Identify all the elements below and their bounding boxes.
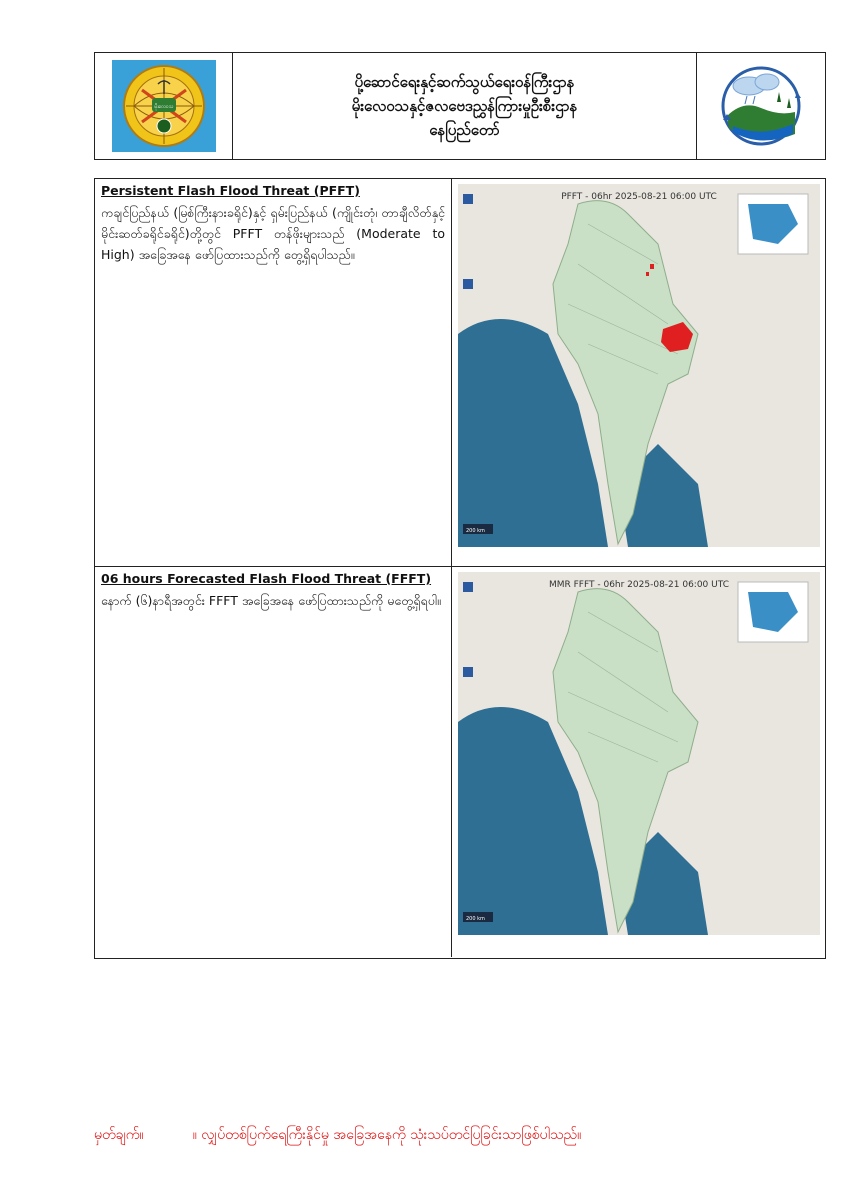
ffft-map-caption: MMR FFFT - 06hr 2025-08-21 06:00 UTC — [548, 580, 729, 590]
ffft-row — [95, 567, 825, 957]
pfft-map-cell — [452, 179, 825, 566]
ministry-logo — [112, 60, 216, 152]
ffft-map-cell — [452, 567, 825, 957]
footer-note-label: မှတ်ချက်။ — [94, 1127, 144, 1143]
pfft-map-caption: PFFT - 06hr 2025-08-21 06:00 UTC — [561, 192, 717, 202]
department-name: မိုးလေဝသနှင့်ဇလဗေဒညွှန်ကြားမှုဦးစီးဌာန — [351, 97, 578, 115]
footer-note — [94, 1125, 581, 1146]
pfft-row — [95, 179, 825, 567]
ffft-scale-label: 200 km — [466, 916, 485, 922]
pfft-description: ကချင်ပြည်နယ် (မြစ်ကြီးနားခရိုင်)နှင့် ရှမ်းပြည်နယ် (ကျိုင်းတုံ၊ တာချီလိတ်နှင့် မိုင်းဆတ်ခရိုင်ခရိုင်)တို့တွင် PFFT တန်ဖိုးများသည် (Moderate to High) အခြေအနေ ဖော်ပြထားသည်ကို တွေ့ရှိရပါသည်။ — [101, 205, 445, 262]
department-titles — [233, 53, 697, 159]
pfft-text-cell — [95, 179, 452, 566]
ffft-description: နောက် (၆)နာရီအတွင်း FFFT အခြေအနေ ဖော်ပြထားသည်ကို မတွေ့ရှိရပါ။ — [101, 593, 441, 608]
ministry-name: ပို့ဆောင်ရေးနှင့်ဆက်သွယ်ရေးဝန်ကြီးဌာန — [354, 73, 575, 91]
ffft-title: 06 hours Forecasted Flash Flood Threat (FFFT) — [101, 571, 432, 586]
flood-threat-table — [94, 178, 826, 959]
pfft-scale-label: 200 km — [466, 528, 485, 534]
pfft-map-svg — [458, 184, 820, 547]
header-table — [94, 52, 826, 160]
city-name: နေပြည်တော် — [429, 121, 500, 139]
ffft-map-svg — [458, 572, 820, 935]
ministry-logo-text: မိုးလေဝသ — [153, 104, 174, 110]
ffft-text-cell — [95, 567, 452, 957]
footer-note-text: ။ လျှပ်တစ်ပြက်ရေကြီးနိုင်မှု အခြေအနေကို သုံးသပ်တင်ပြခြင်းသာဖြစ်ပါသည်။ — [192, 1127, 582, 1143]
ministry-logo-cell — [95, 53, 233, 159]
pfft-map — [458, 184, 820, 547]
pfft-title: Persistent Flash Flood Threat (PFFT) — [101, 183, 360, 198]
ffft-map — [458, 572, 820, 935]
water-cycle-logo — [713, 62, 809, 150]
hydrology-logo-cell — [697, 53, 825, 159]
